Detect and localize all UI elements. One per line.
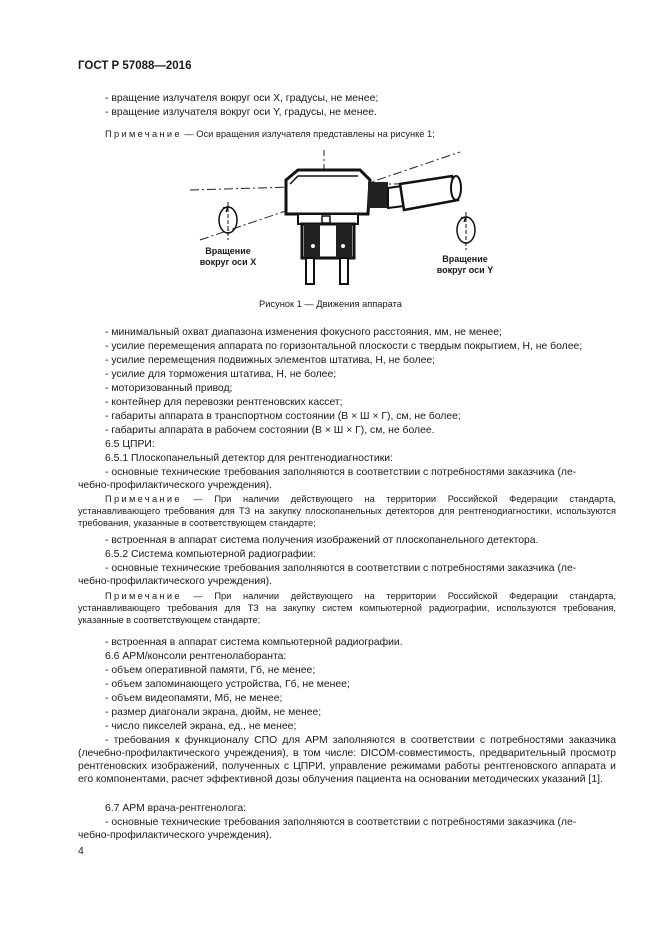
document-header: ГОСТ Р 57088—2016 <box>78 60 192 72</box>
list-item: - число пикселей экрана, ед., не менее; <box>105 721 297 732</box>
note-label: Примечание <box>105 591 182 601</box>
list-item: - усилие для торможения штатива, Н, не более; <box>105 369 337 380</box>
section-6-7: 6.7 АРМ врача-рентгенолога: <box>105 803 246 814</box>
list-item: - вращение излучателя вокруг оси Y, градусы, не менее. <box>105 107 377 118</box>
note-text: — При наличии действующего на территории Российской Федерации стандарта, устанавливающего требования для ТЗ на закупку систем компьютерной радиографии, используются требования, указанные в соответствующем стандарте; <box>78 591 616 625</box>
list-item: - габариты аппарата в транспортном состоянии (В × Ш × Г), см, не более; <box>105 411 461 422</box>
section-6-5-1: 6.5.1 Плоскопанельный детектор для рентгенодиагностики: <box>105 453 393 464</box>
paragraph-6-5-1: - основные технические требования заполняются в соответствии с потребностями заказчика (ле- чебно-профилактического учреждения). <box>78 467 577 491</box>
list-item: - объем оперативной памяти, Гб, не менее; <box>105 665 316 676</box>
note-label: Примечание <box>105 494 182 504</box>
list-item: - размер диагонали экрана, дюйм, не менее; <box>105 707 322 718</box>
list-item: - вращение излучателя вокруг оси X, градусы, не менее; <box>105 93 379 104</box>
paragraph-6-7: - основные технические требования заполняются в соответствии с потребностями заказчика (ле- чебно-профилактического учреждения). <box>78 817 577 841</box>
x-rotation-label: Вращение вокруг оси X <box>199 246 257 267</box>
note-1 <box>105 128 435 141</box>
figure-1 <box>190 150 494 295</box>
list-item: - минимальный охват диапазона изменения фокусного расстояния, мм, не менее; <box>105 327 502 338</box>
paragraph-6-6: - требования к функционалу СПО для АРМ заполняются в соответствии с потребностями заказчика (лечебно-профилактического учреждения), в том числе: DICOM-совместимость, предварительный просмотр рентгеновских изображений, полученных с ЦПРИ, управление режимами работы рентгеновского аппарата и его компонентами, расчет эффективной дозы облучения пациента на основании методических указаний [1]. <box>78 735 616 785</box>
note-label: Примечание <box>105 129 182 139</box>
section-6-5-2: 6.5.2 Система компьютерной радиографии: <box>105 549 316 560</box>
paragraph-6-5-2: - основные технические требования заполняются в соответствии с потребностями заказчика (ле- чебно-профилактического учреждения). <box>78 563 577 587</box>
list-item: - усилие перемещения подвижных элементов штатива, Н, не более; <box>105 355 436 366</box>
note-text: — При наличии действующего на территории Российской Федерации стандарта, устанавливающего требования для ТЗ на закупку плоскопанельных детекторов для рентгенодиагностики, используются требования, указанные в соответствующем стандарте; <box>78 494 616 528</box>
list-item: - встроенная в аппарат система компьютерной радиографии. <box>105 637 403 648</box>
list-item: - усилие перемещения аппарата по горизонтальной плоскости с твердым покрытием, Н, не более; <box>105 341 583 352</box>
list-item: - объем запоминающего устройства, Гб, не менее; <box>105 679 350 690</box>
figure-caption: Рисунок 1 — Движения аппарата <box>259 299 402 309</box>
section-6-5: 6.5 ЦПРИ: <box>105 439 155 450</box>
note-text: — Оси вращения излучателя представлены на рисунке 1; <box>181 129 435 139</box>
list-item: - габариты аппарата в рабочем состоянии (В × Ш × Г), см, не более. <box>105 425 435 436</box>
note-3 <box>78 590 616 626</box>
list-item: - контейнер для перевозки рентгеновских кассет; <box>105 397 343 408</box>
page-number: 4 <box>78 846 84 857</box>
section-6-6: 6.6 АРМ/консоли рентгенолаборанта: <box>105 651 287 662</box>
y-rotation-label: Вращение вокруг оси Y <box>436 254 494 275</box>
list-item: - встроенная в аппарат система получения изображений от плоскопанельного детектора. <box>105 535 539 546</box>
list-item: - объем видеопамяти, Мб, не менее; <box>105 693 283 704</box>
note-2 <box>78 493 616 529</box>
list-item: - моторизованный привод; <box>105 383 233 394</box>
